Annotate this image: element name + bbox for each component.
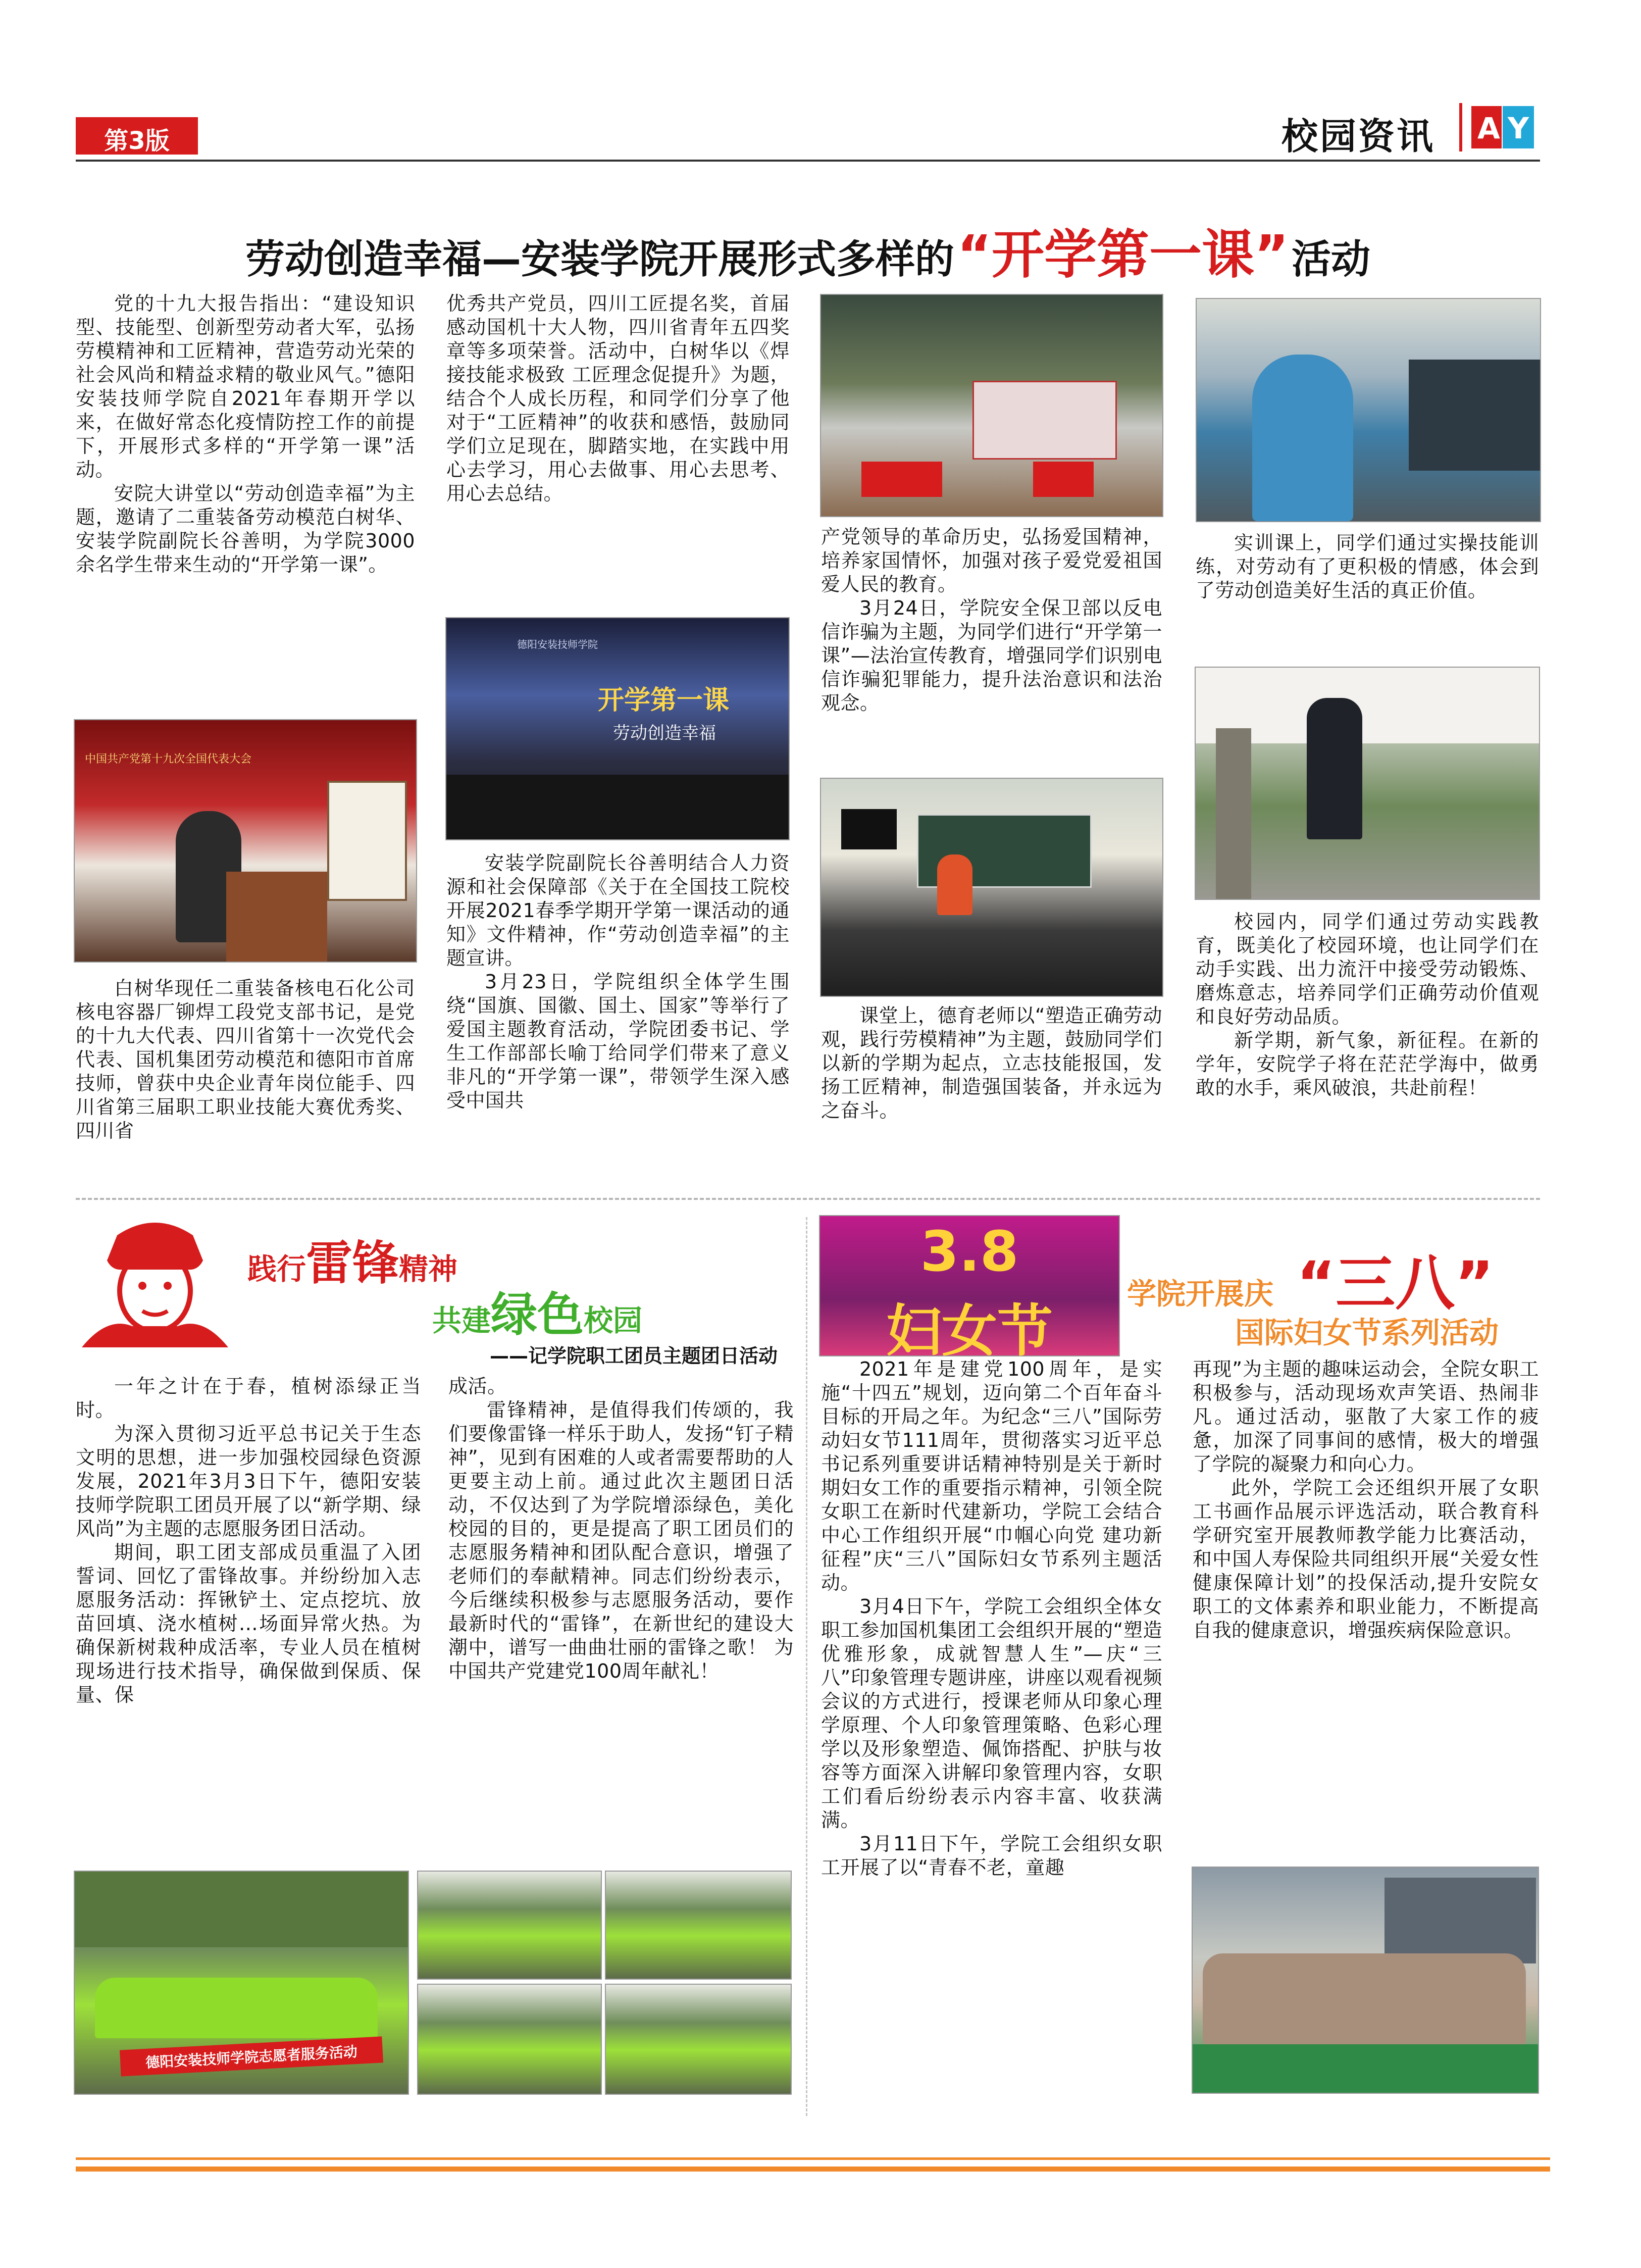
photo-banner: 德阳安装技师学院志愿者服务活动 — [120, 2036, 383, 2076]
article2-subtitle: ——记学院职工团员主题团日活动 — [490, 1345, 778, 1367]
classroom-photo — [820, 778, 1163, 997]
certificate — [327, 781, 407, 901]
tree-planting-photo — [605, 1984, 792, 2095]
group-row — [95, 1978, 378, 2038]
article1-title-a: 劳动创造幸福—安装学院开展形式多样的 — [245, 237, 955, 282]
tree-planting-photo — [417, 1984, 602, 2095]
womens-sports-photo — [1192, 1867, 1539, 2094]
article3-col2 — [1193, 1357, 1539, 1642]
paragraph: 雷锋精神，是值得我们传颂的，我们要像雷锋一样乐于助人，发扬“钉子精神”，见到有困难的人或者需要帮助的人更要主动上前。通过此次主题团日活动，不仅达到了为学院增添绿色，美化校园的目的，更是提高了职工团员们的志愿服务精神和团队配合意识，增强了老师们的奉献精神。同志们纷纷表示，今后继续积极参与志愿服务活动，要作最新时代的“雷锋”，在新世纪的建设大潮中，谱写一曲曲壮丽的雷锋之歌！ 为中国共产党建党100周年献礼！ — [448, 1399, 794, 1682]
column-divider — [806, 1217, 807, 2116]
badge-number: 3.8 — [920, 1219, 1019, 1284]
speaker-photo — [74, 719, 417, 963]
paragraph: 3月4日下午，学院工会组织全体女职工参加国机集团工会组织开展的“塑造优雅形象，成就智慧人生”—庆“三 八”印象管理专题讲座，讲座以观看视频会议的方式进行，授课老师从印象心理学原理、个人印象管理策略、色彩心理学以及形象塑造、佩饰搭配、护肤与妆容等方面深入讲解印象管理内容，女职工们看后纷纷表示内容丰富、收获满满。 — [821, 1595, 1162, 1831]
paragraph: 2021年是建党100周年，是实施“十四五”规划，迈向第二个百年奋斗目标的开局之年。为纪念“三八”国际劳动妇女节111周年，贯彻落实习近平总书记系列重要讲话精神特别是关于新时期妇女工作的重要指示精神，引领全院女职工在新时代建新功，学院工会结合中心工作组织开展“巾帼心向党 建功新征程”庆“三八”国际妇女节系列主题活动。 — [821, 1358, 1162, 1594]
podium — [226, 872, 327, 962]
group-row — [1203, 1953, 1526, 2044]
title-part: 雷锋 — [306, 1236, 399, 1290]
flag — [1033, 462, 1094, 497]
paragraph: 3月23日，学院组织全体学生围绕“国旗、国徽、国土、国家”等举行了爱国主题教育活动，学院团委书记、学生工作部部长喻丁给同学们带来了意义非凡的“开学第一课”，带领学生深入感受中国共 — [446, 971, 790, 1112]
svg-text:Y: Y — [1508, 111, 1529, 145]
title-part: 绿色 — [491, 1288, 584, 1342]
article3-col1 — [821, 1357, 1162, 1880]
paragraph: 为深入贯彻习近平总书记关于生态文明的思想，进一步加强校园绿色资源发展，2021年3月3日下午，德阳安装技师学院职工团员开展了以“新学期、绿风尚”为主题的志愿服务团日活动。 — [76, 1423, 421, 1540]
paragraph: 安装学院副院长谷善明结合人力资源和社会保障部《关于在全国技工院校开展2021春季学期开学第一课活动的通知》文件精神，作“劳动创造幸福”的主题宣讲。 — [446, 852, 790, 969]
tree-planting-photo — [605, 1871, 792, 1980]
article2-col1 — [76, 1375, 421, 1707]
screen — [972, 381, 1117, 460]
article1-col1-bottom — [76, 977, 415, 1143]
article2-title-line2 — [432, 1278, 642, 1344]
article1-col4-bottom — [1196, 910, 1539, 1100]
audience — [446, 775, 789, 839]
tree-trunk — [1216, 728, 1251, 899]
header-rule — [76, 160, 1540, 162]
title-part: 共建 — [432, 1303, 491, 1338]
tree-planting-photo — [417, 1871, 602, 1980]
paragraph: 3月24日，学院安全保卫部以反电信诈骗为主题，为同学们进行“开学第一课”—法治宣传教育，增强同学们识别电信诈骗犯罪能力，提升法治意识和法治观念。 — [821, 597, 1162, 714]
article1-col3-top — [821, 525, 1162, 715]
edition-label: 第3版 — [104, 127, 170, 155]
hall-banner: 开学第一课 — [598, 685, 730, 716]
title-part: 校园 — [584, 1303, 643, 1338]
section-divider — [76, 1198, 1540, 1200]
article1-title-c: 活动 — [1291, 237, 1370, 282]
lecture-hall-photo — [445, 617, 790, 840]
worker-figure — [1307, 698, 1362, 839]
article1-title-b: “开学第一课” — [957, 224, 1289, 285]
paragraph: 期间，职工团支部成员重温了入团誓词、回忆了雷锋故事。并纷纷加入志愿服务活动：挥锹铲土、定点挖坑、放苗回填、浇水植树…场面异常火热。为确保新树栽种成活率，专业人员在植树现场进行技术指导，确保做到保质、保量、保 — [76, 1541, 421, 1706]
footer-rule — [76, 2166, 1550, 2172]
article1-title — [76, 212, 1540, 288]
paragraph: 优秀共产党员，四川工匠提名奖，首届感动国机十大人物，四川省青年五四奖章等多项荣誉。活动中，白树华以《焊接技能求极致 工匠理念促提升》为题，结合个人成长历程，和同学们分享了他对于“工匠精神”的收获和感悟，鼓励同学们立足现在，脚踏实地，在实践中用心去学习，用心去做事、用心去思考、用心去总结。 — [446, 292, 790, 505]
header-divider — [1459, 103, 1462, 152]
paragraph: 白树华现任二重装备核电石化公司核电容器厂铆焊工段党支部书记，是党的十九大代表、四川省第十一次党代会代表、国机集团劳动模范和德阳市首席技师，曾获中央企业青年岗位能手、四川省第三届职工职业技能大赛优秀奖、四川省 — [76, 977, 415, 1142]
article1-col4-top — [1196, 531, 1539, 602]
student-figure — [1252, 355, 1353, 521]
flag — [861, 462, 942, 497]
svg-text:A: A — [1477, 111, 1500, 145]
title-part: 精神 — [399, 1252, 458, 1286]
paragraph: 成活。 — [448, 1375, 507, 1397]
title-part: 学院开展庆 — [1127, 1277, 1274, 1311]
building — [1384, 1878, 1536, 1963]
paragraph: 3月11日下午，学院工会组织女职工开展了以“青春不老，童趣 — [821, 1833, 1162, 1879]
article1-col2-top — [446, 292, 790, 506]
volunteer-group-photo — [74, 1871, 409, 2095]
paragraph: 一年之计在于春，植树添绿正当时。 — [76, 1375, 421, 1421]
article1-col3-bottom — [821, 1004, 1162, 1123]
paragraph: 新学期，新气象，新征程。在新的学年，安院学子将在茫茫学海中，做勇敢的水手，乘风破浪，共赴前程！ — [1196, 1029, 1539, 1099]
badge-text: 妇女节 — [886, 1299, 1053, 1364]
paragraph: 课堂上，德育老师以“塑造正确劳动观，践行劳模精神”为主题，鼓励同学们以新的学期为起点，立志技能报国，发扬工匠精神，制造强国装备，并永远为之奋斗。 — [821, 1004, 1162, 1122]
paragraph: 产党领导的革命历史，弘扬爱国精神，培养家国情怀，加强对孩子爱党爱祖国爱人民的教育。 — [821, 526, 1162, 595]
article2-col2 — [448, 1375, 794, 1683]
paragraph: 实训课上，同学们通过实操技能训练，对劳动有了更积极的情感，体会到了劳动创造美好生活的真正价值。 — [1196, 532, 1539, 601]
tree-canopy — [75, 1872, 408, 1947]
school-logo — [1470, 103, 1537, 152]
womens-day-badge — [819, 1215, 1120, 1364]
article3-title-line1 — [1127, 1235, 1494, 1321]
article2-title-line1 — [247, 1226, 457, 1293]
machine — [1409, 360, 1540, 471]
section-title: 校园资讯 — [1281, 115, 1435, 158]
photo-banner: 中国共产党第十九次全国代表大会 — [85, 753, 252, 766]
edition-badge — [76, 117, 198, 155]
title-part: “三八” — [1296, 1248, 1494, 1318]
campus-cleaning-photo — [1195, 667, 1540, 900]
article3-title-line2: 国际妇女节系列活动 — [1235, 1316, 1499, 1350]
paragraph: 再现”为主题的趣味运动会，全院女职工积极参与，活动现场欢声笑语、热闹非凡。通过活动，驱散了大家工作的疲惫，加深了同事间的感情，极大的增强了学院的凝聚力和向心力。 — [1193, 1358, 1539, 1475]
paragraph: 党的十九大报告指出：“建设知识型、技能型、创新型劳动者大军，弘扬劳模精神和工匠精神，营造劳动光荣的社会风尚和精益求精的敬业风气。”德阳安装技师学院自2021年春期开学以来，在做好常态化疫情防控工作的前提下，开展形式多样的“开学第一课”活动。 — [76, 292, 415, 481]
workshop-photo — [1196, 298, 1541, 522]
article1-col2-bottom — [446, 851, 790, 1113]
teacher-figure — [937, 854, 972, 915]
title-part: 践行 — [247, 1252, 306, 1286]
lawn — [1193, 2044, 1538, 2093]
stage-photo — [820, 294, 1163, 517]
footer-rule — [76, 2157, 1550, 2160]
article1-col1-top — [76, 292, 415, 577]
hall-logo: 德阳安装技师学院 — [517, 638, 598, 650]
paragraph: 安院大讲堂以“劳动创造幸福”为主题，邀请了二重装备劳动模范白树华、安装学院副院长谷善明，为学院3000余名学生带来生动的“开学第一课”。 — [76, 482, 415, 576]
lei-feng-portrait — [72, 1215, 238, 1347]
tv-screen — [841, 809, 897, 849]
paragraph: 校园内，同学们通过劳动实践教育，既美化了校园环境，也让同学们在动手实践、出力流汗中接受劳动锻炼、磨炼意志，培养同学们正确劳动价值观和良好劳动品质。 — [1196, 911, 1539, 1028]
hall-subbanner: 劳动创造幸福 — [613, 723, 716, 743]
paragraph: 此外，学院工会还组织开展了女职工书画作品展示评选活动，联合教育科学研究室开展教师教学能力比赛活动，和中国人寿保险共同组织开展“关爱女性健康保障计划”的投保活动,提升安院女职工的文体素养和职业能力，不断提高自我的健康意识，增强疾病保险意识。 — [1193, 1477, 1539, 1641]
